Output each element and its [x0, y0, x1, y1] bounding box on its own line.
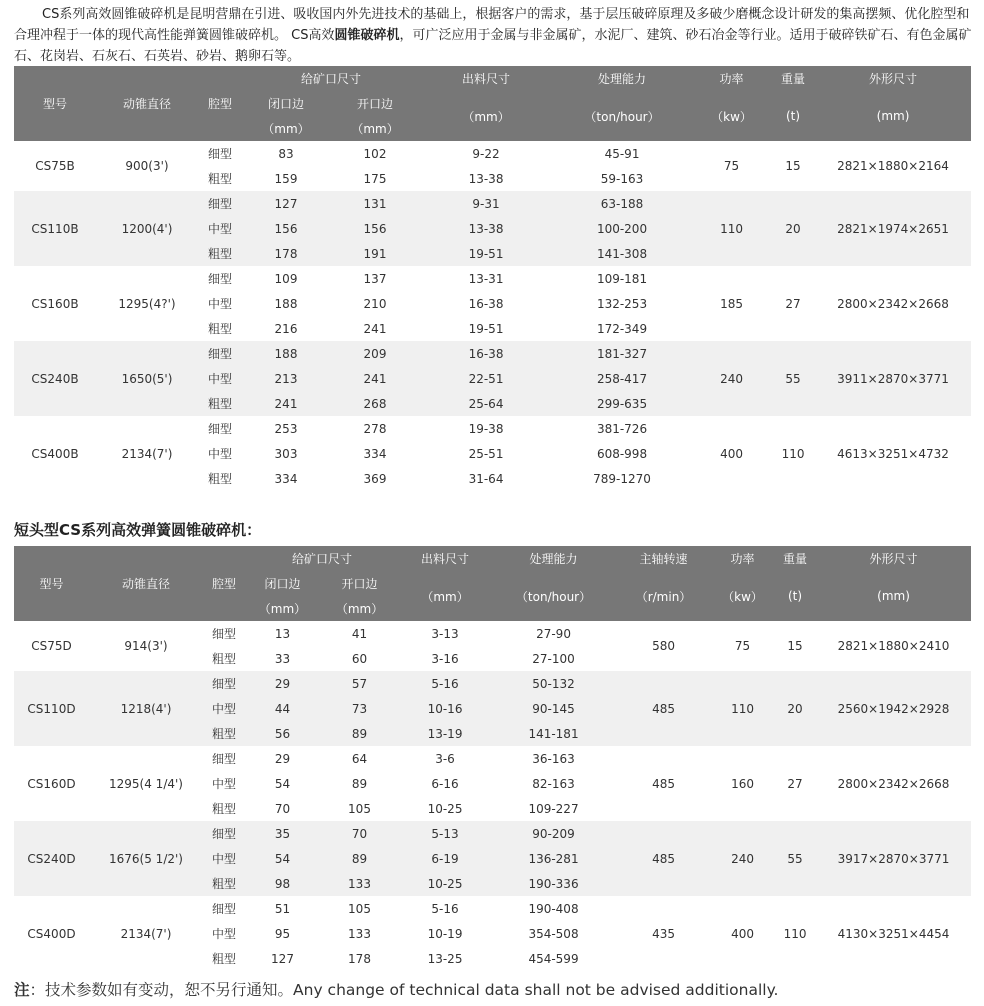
open-side-cell: 102	[363, 146, 387, 161]
cavity-cell: 中型	[211, 777, 236, 791]
cone-diameter-cell: 1676(5 1/2')	[89, 821, 203, 896]
spec-table-short-head-body	[14, 621, 971, 971]
power-cell: 185	[720, 296, 743, 311]
open-side-cell: 41	[351, 626, 368, 641]
header-weight: 重量	[771, 66, 815, 91]
cavity-cell: 粗型	[203, 871, 245, 896]
dimensions-cell: 2821×1880×2164	[837, 159, 949, 173]
header-closed-unit: （mm）	[242, 116, 330, 141]
header-output-size: 出料尺寸	[420, 66, 552, 91]
closed-side-cell: 109	[274, 271, 298, 286]
closed-side-cell: 54	[245, 846, 320, 871]
closed-side-cell: 13	[274, 626, 291, 641]
output-size-cell: 5-16	[431, 901, 459, 916]
closed-side-cell: 188	[274, 296, 298, 311]
open-side-cell: 334	[363, 446, 387, 461]
capacity-cell: 63-188	[552, 191, 692, 216]
capacity-cell: 789-1270	[593, 471, 651, 486]
header-output-unit: （mm）	[399, 571, 491, 621]
output-size-cell: 3-6	[435, 751, 455, 766]
header-dimensions: 外形尺寸	[816, 546, 971, 571]
header-dimensions-unit: (mm)	[815, 91, 971, 141]
closed-side-cell: 303	[274, 446, 298, 461]
weight-cell: 27	[785, 296, 801, 311]
header-cone-diameter: 动锥直径	[96, 66, 198, 141]
model-cell: CS160D	[27, 776, 76, 791]
spindle-speed-cell: 485	[616, 671, 711, 746]
closed-side-cell: 54	[274, 776, 291, 791]
weight-cell: 55	[771, 341, 815, 416]
cavity-cell: 细型	[203, 671, 245, 696]
cavity-cell: 粗型	[207, 472, 232, 486]
model-cell: CS110D	[14, 671, 89, 746]
capacity-cell: 141-181	[491, 721, 616, 746]
model-cell: CS400D	[27, 926, 76, 941]
capacity-cell: 59-163	[600, 171, 644, 186]
capacity-cell: 190-336	[491, 871, 616, 896]
closed-side-cell: 29	[245, 671, 320, 696]
footnote	[14, 978, 778, 1000]
table-row	[14, 746, 971, 771]
closed-side-cell: 334	[274, 471, 298, 486]
model-cell: CS400B	[31, 446, 79, 461]
capacity-cell: 27-100	[532, 651, 575, 666]
model-cell: CS160B	[31, 296, 79, 311]
cavity-cell: 粗型	[198, 391, 242, 416]
closed-side-cell: 44	[245, 696, 320, 721]
weight-cell: 55	[774, 821, 816, 896]
cone-diameter-cell: 1650(5')	[96, 341, 198, 416]
intro-text-2: ，可广泛应用于金属与非金属矿，水泥厂、建筑、砂石冶金等行业。适用于破碎铁矿石、有色金属矿石、花岗岩、石灰石、石英岩、砂岩、鹅卵石等。	[14, 28, 972, 64]
closed-side-cell: 33	[274, 651, 291, 666]
power-cell: 240	[692, 341, 771, 416]
open-side-cell: 89	[320, 846, 399, 871]
intro-link-text[interactable]: 圆锥破碎机	[334, 28, 400, 43]
header-cavity: 腔型	[198, 66, 242, 141]
capacity-cell: 190-408	[528, 901, 579, 916]
closed-side-cell: 253	[274, 421, 298, 436]
open-side-cell: 133	[320, 871, 399, 896]
power-cell: 400	[731, 926, 754, 941]
open-side-cell: 89	[351, 776, 368, 791]
capacity-cell: 27-90	[536, 626, 571, 641]
footnote-text: ：技术参数如有变动，恕不另行通知。Any change of technical data shall not be advised additionally.	[29, 981, 779, 999]
power-cell: 240	[711, 821, 774, 896]
cone-diameter-cell: 2134(7')	[121, 446, 173, 461]
open-side-cell: 268	[330, 391, 420, 416]
header-power-unit: （kw）	[711, 571, 774, 621]
capacity-cell: 90-145	[491, 696, 616, 721]
closed-side-cell: 127	[271, 951, 294, 966]
capacity-cell: 109-181	[596, 271, 648, 286]
open-side-cell: 131	[330, 191, 420, 216]
open-side-cell: 210	[363, 296, 387, 311]
spec-table-standard-body	[14, 141, 971, 491]
weight-cell: 27	[787, 776, 803, 791]
output-size-cell: 9-22	[472, 146, 500, 161]
output-size-cell: 13-25	[427, 951, 463, 966]
header-capacity: 处理能力	[491, 546, 616, 571]
open-side-cell: 70	[320, 821, 399, 846]
output-size-cell: 6-19	[399, 846, 491, 871]
cavity-cell: 细型	[198, 191, 242, 216]
output-size-cell: 3-16	[431, 651, 459, 666]
header-feed-opening: 给矿口尺寸	[245, 546, 399, 571]
model-cell: CS240D	[14, 821, 89, 896]
cone-diameter-cell: 1295(4?')	[118, 296, 176, 311]
output-size-cell: 9-31	[420, 191, 552, 216]
cavity-cell: 细型	[207, 272, 232, 286]
output-size-cell: 13-19	[399, 721, 491, 746]
cavity-cell: 粗型	[211, 652, 236, 666]
dimensions-cell: 4130×3251×4454	[837, 926, 950, 941]
open-side-cell: 73	[320, 696, 399, 721]
cavity-cell: 细型	[211, 627, 236, 641]
capacity-cell: 90-209	[491, 821, 616, 846]
table-row	[14, 621, 971, 646]
open-side-cell: 89	[320, 721, 399, 746]
open-side-cell: 369	[363, 471, 387, 486]
header-cavity: 腔型	[203, 546, 245, 621]
header-weight-unit: (t)	[771, 91, 815, 141]
open-side-cell: 241	[330, 366, 420, 391]
weight-cell: 110	[783, 926, 807, 941]
open-side-cell: 60	[351, 651, 368, 666]
output-size-cell: 19-51	[420, 241, 552, 266]
power-cell: 160	[731, 776, 754, 791]
header-capacity: 处理能力	[552, 66, 692, 91]
header-closed-side: 闭口边	[242, 91, 330, 116]
header-power: 功率	[711, 546, 774, 571]
header-capacity-unit: （ton/hour）	[491, 571, 616, 621]
header-open-side: 开口边	[320, 571, 399, 596]
cone-diameter-cell: 900(3')	[125, 159, 169, 173]
capacity-cell: 109-227	[528, 801, 579, 816]
header-output-size: 出料尺寸	[399, 546, 491, 571]
open-side-cell: 105	[348, 801, 371, 816]
output-size-cell: 6-16	[431, 776, 459, 791]
capacity-cell: 354-508	[528, 926, 579, 941]
open-side-cell: 178	[348, 951, 371, 966]
header-closed-unit: （mm）	[245, 596, 320, 621]
output-size-cell: 22-51	[420, 366, 552, 391]
cavity-cell: 中型	[207, 447, 232, 461]
open-side-cell: 133	[348, 926, 371, 941]
table-row	[14, 341, 971, 366]
header-dimensions: 外形尺寸	[815, 66, 971, 91]
capacity-cell: 258-417	[552, 366, 692, 391]
header-power: 功率	[692, 66, 771, 91]
output-size-cell: 10-16	[399, 696, 491, 721]
capacity-cell: 45-91	[604, 146, 640, 161]
capacity-cell: 136-281	[491, 846, 616, 871]
closed-side-cell: 127	[242, 191, 330, 216]
capacity-cell: 454-599	[528, 951, 579, 966]
cavity-cell: 细型	[207, 147, 232, 161]
closed-side-cell: 35	[245, 821, 320, 846]
capacity-cell: 132-253	[596, 296, 648, 311]
output-size-cell: 19-38	[468, 421, 504, 436]
header-output-unit: （mm）	[420, 91, 552, 141]
header-model: 型号	[14, 546, 89, 621]
output-size-cell: 3-13	[431, 626, 459, 641]
output-size-cell: 10-19	[427, 926, 463, 941]
power-cell: 75	[734, 639, 751, 653]
capacity-cell: 608-998	[596, 446, 648, 461]
header-speed-unit: （r/min）	[616, 571, 711, 621]
cavity-cell: 细型	[211, 752, 236, 766]
spec-table-standard	[14, 66, 971, 491]
dimensions-cell: 2560×1942×2928	[816, 671, 971, 746]
table-row	[14, 821, 971, 846]
cone-diameter-cell: 1295(4 1/4')	[109, 776, 183, 791]
closed-side-cell: 51	[274, 901, 291, 916]
capacity-cell: 299-635	[552, 391, 692, 416]
intro-text-1: CS系列高效圆锥破碎机是昆明营鼎在引进、吸收国内外先进技术的基础上，根据客户的需求，基于层压破碎原理及多破少磨概念设计研发的集高摆频、优化腔型和合理冲程于一体的现代高性能弹簧圆锥破碎机。 CS高效	[14, 7, 970, 43]
intro-paragraph	[14, 4, 972, 67]
table-row	[14, 671, 971, 696]
header-feed-opening: 给矿口尺寸	[242, 66, 420, 91]
weight-cell: 20	[771, 191, 815, 266]
capacity-cell: 181-327	[552, 341, 692, 366]
header-weight-unit: (t)	[774, 571, 816, 621]
power-cell: 110	[692, 191, 771, 266]
cavity-cell: 细型	[207, 422, 232, 436]
spindle-speed-cell: 580	[652, 639, 675, 653]
open-side-cell: 105	[348, 901, 371, 916]
dimensions-cell: 2800×2342×2668	[837, 296, 949, 311]
cavity-cell: 中型	[211, 927, 236, 941]
dimensions-cell: 4613×3251×4732	[837, 446, 949, 461]
power-cell: 400	[720, 446, 743, 461]
header-open-unit: （mm）	[330, 116, 420, 141]
power-cell: 110	[711, 671, 774, 746]
closed-side-cell: 159	[274, 171, 298, 186]
cavity-cell: 粗型	[203, 721, 245, 746]
open-side-cell: 278	[363, 421, 387, 436]
model-cell: CS75D	[31, 639, 72, 653]
cone-diameter-cell: 2134(7')	[120, 926, 172, 941]
header-capacity-unit: （ton/hour）	[552, 91, 692, 141]
model-cell: CS110B	[14, 191, 96, 266]
open-side-cell: 241	[363, 321, 387, 336]
weight-cell: 15	[785, 159, 801, 173]
cavity-cell: 细型	[203, 821, 245, 846]
weight-cell: 20	[774, 671, 816, 746]
output-size-cell: 25-64	[420, 391, 552, 416]
cavity-cell: 中型	[207, 297, 232, 311]
spec-table-short-head	[14, 546, 971, 971]
footnote-label: 注	[14, 981, 30, 999]
cavity-cell: 粗型	[207, 172, 232, 186]
output-size-cell: 13-31	[468, 271, 504, 286]
output-size-cell: 5-13	[399, 821, 491, 846]
output-size-cell: 16-38	[468, 296, 504, 311]
header-model: 型号	[14, 66, 96, 141]
cone-diameter-cell: 1200(4')	[96, 191, 198, 266]
table-row	[14, 896, 971, 921]
header-open-side: 开口边	[330, 91, 420, 116]
header-dimensions-unit: (mm)	[816, 571, 971, 621]
cavity-cell: 中型	[198, 366, 242, 391]
open-side-cell: 137	[363, 271, 387, 286]
capacity-cell: 381-726	[596, 421, 648, 436]
table-row	[14, 416, 971, 441]
open-side-cell: 57	[320, 671, 399, 696]
cavity-cell: 粗型	[207, 322, 232, 336]
cone-diameter-cell: 1218(4')	[89, 671, 203, 746]
output-size-cell: 13-38	[420, 216, 552, 241]
cavity-cell: 中型	[198, 216, 242, 241]
dimensions-cell: 3911×2870×3771	[815, 341, 971, 416]
closed-side-cell: 98	[245, 871, 320, 896]
weight-cell: 110	[781, 446, 805, 461]
closed-side-cell: 216	[274, 321, 298, 336]
short-head-section-title: 短头型CS系列高效弹簧圆锥破碎机：	[14, 521, 262, 539]
dimensions-cell: 2821×1974×2651	[815, 191, 971, 266]
cavity-cell: 中型	[203, 696, 245, 721]
header-cone-diameter: 动锥直径	[89, 546, 203, 621]
capacity-cell: 36-163	[532, 751, 575, 766]
closed-side-cell: 95	[274, 926, 291, 941]
open-side-cell: 64	[351, 751, 368, 766]
closed-side-cell: 56	[245, 721, 320, 746]
header-open-unit: （mm）	[320, 596, 399, 621]
cavity-cell: 粗型	[198, 241, 242, 266]
open-side-cell: 209	[330, 341, 420, 366]
output-size-cell: 16-38	[420, 341, 552, 366]
closed-side-cell: 29	[274, 751, 291, 766]
capacity-cell: 141-308	[552, 241, 692, 266]
output-size-cell: 31-64	[468, 471, 504, 486]
capacity-cell: 100-200	[552, 216, 692, 241]
model-cell: CS75B	[35, 159, 75, 173]
capacity-cell: 50-132	[491, 671, 616, 696]
output-size-cell: 13-38	[468, 171, 504, 186]
open-side-cell: 175	[363, 171, 387, 186]
model-cell: CS240B	[14, 341, 96, 416]
output-size-cell: 5-16	[399, 671, 491, 696]
header-closed-side: 闭口边	[245, 571, 320, 596]
table-row	[14, 191, 971, 216]
cavity-cell: 细型	[211, 902, 236, 916]
header-power-unit: （kw）	[692, 91, 771, 141]
spindle-speed-cell: 485	[652, 776, 675, 791]
closed-side-cell: 188	[242, 341, 330, 366]
closed-side-cell: 178	[242, 241, 330, 266]
cone-diameter-cell: 914(3')	[124, 639, 168, 653]
dimensions-cell: 2821×1880×2410	[837, 639, 950, 653]
spindle-speed-cell: 435	[652, 926, 675, 941]
closed-side-cell: 70	[274, 801, 291, 816]
closed-side-cell: 156	[242, 216, 330, 241]
output-size-cell: 25-51	[468, 446, 504, 461]
output-size-cell: 10-25	[427, 801, 463, 816]
capacity-cell: 82-163	[532, 776, 575, 791]
table-row	[14, 266, 971, 291]
closed-side-cell: 213	[242, 366, 330, 391]
cavity-cell: 中型	[203, 846, 245, 871]
header-weight: 重量	[774, 546, 816, 571]
table-row	[14, 141, 971, 166]
open-side-cell: 156	[330, 216, 420, 241]
open-side-cell: 191	[330, 241, 420, 266]
cavity-cell: 细型	[198, 341, 242, 366]
power-cell: 75	[723, 159, 740, 173]
output-size-cell: 10-25	[399, 871, 491, 896]
capacity-cell: 172-349	[596, 321, 648, 336]
output-size-cell: 19-51	[468, 321, 504, 336]
closed-side-cell: 241	[242, 391, 330, 416]
dimensions-cell: 3917×2870×3771	[816, 821, 971, 896]
cavity-cell: 粗型	[211, 952, 236, 966]
cavity-cell: 粗型	[211, 802, 236, 816]
weight-cell: 15	[787, 639, 803, 653]
spindle-speed-cell: 485	[616, 821, 711, 896]
header-spindle-speed: 主轴转速	[616, 546, 711, 571]
closed-side-cell: 83	[278, 146, 294, 161]
dimensions-cell: 2800×2342×2668	[837, 776, 950, 791]
